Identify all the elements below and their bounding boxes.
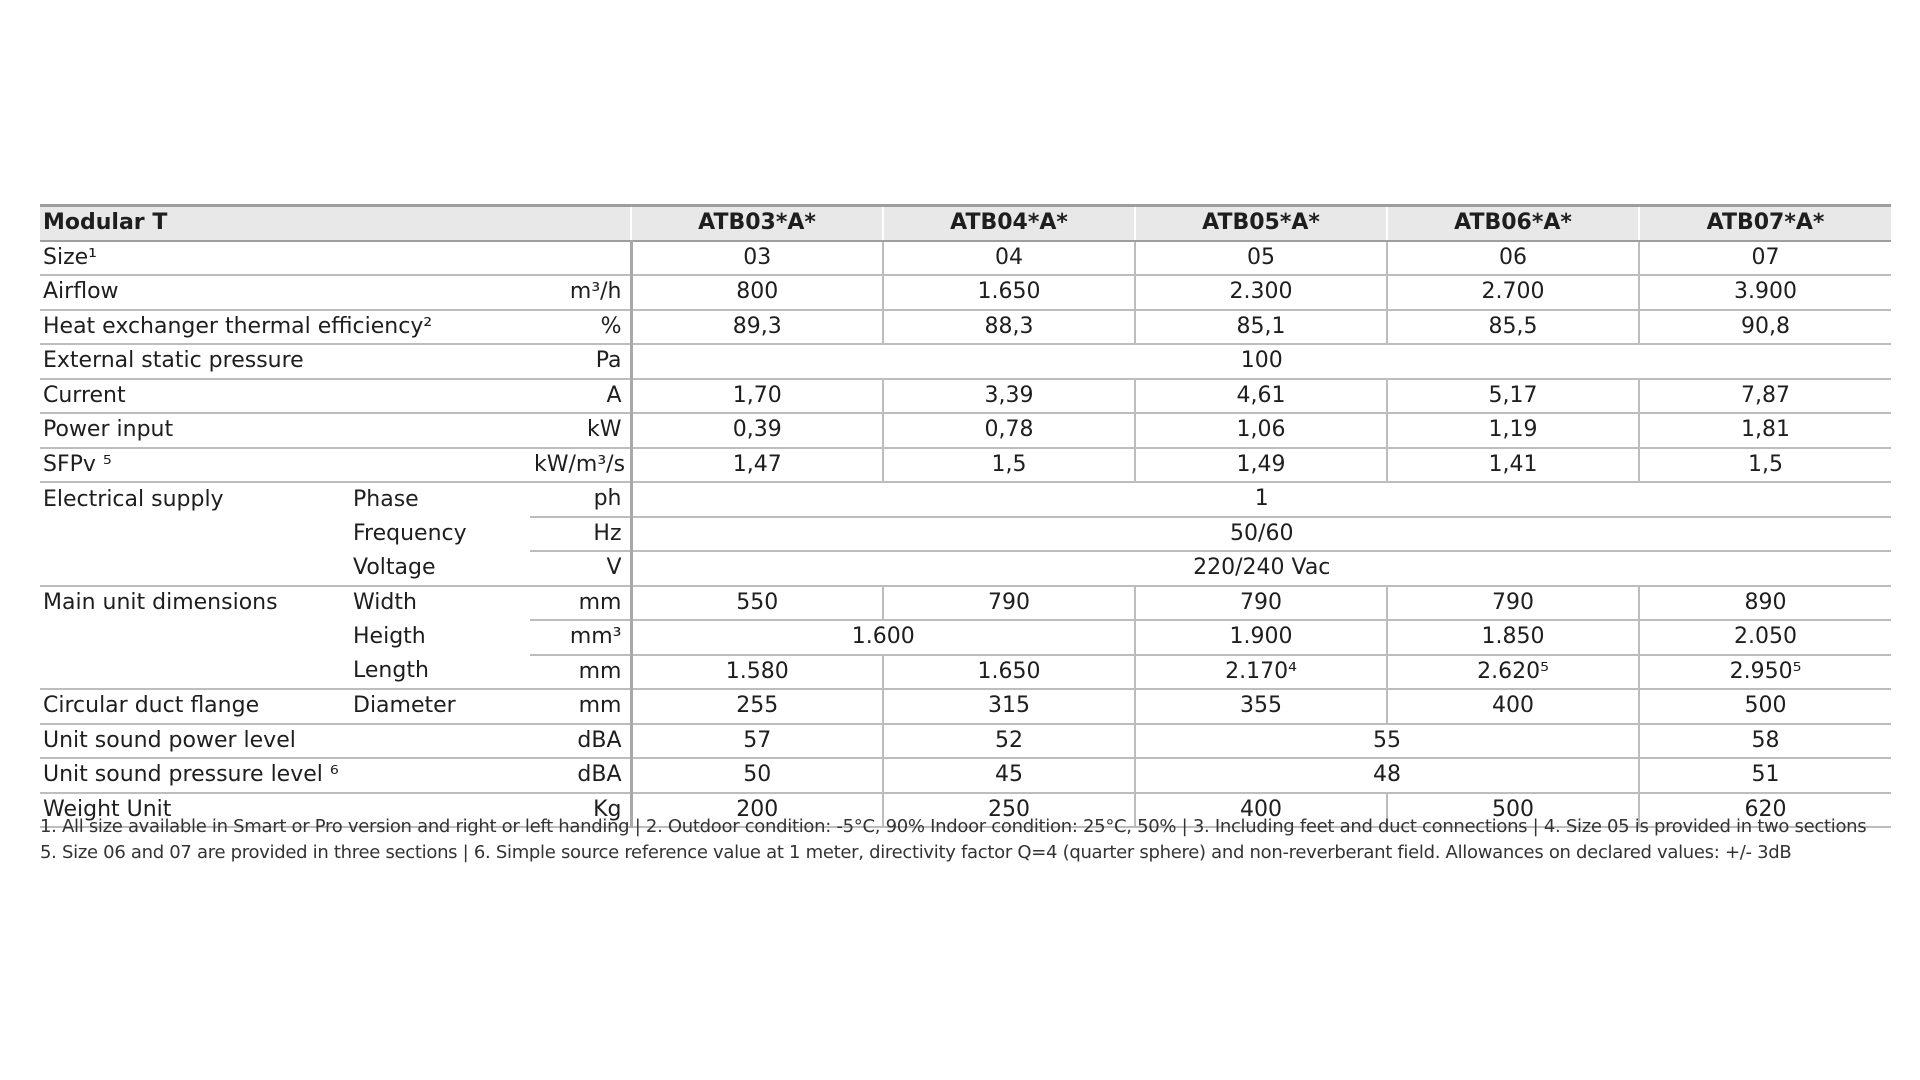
row-sublabel: Width	[353, 590, 417, 616]
cell-value: 1.900	[1135, 620, 1387, 655]
row-unit: dBA	[530, 724, 631, 759]
cell-value: 58	[1639, 724, 1891, 759]
cell-value: 2.700	[1387, 275, 1639, 310]
cell-value: 890	[1639, 586, 1891, 621]
footnote-line: 1. All size available in Smart or Pro version and right or left handing | 2. Outdoor condition: -5°C, 90% Indoor condition: 25°C, 50% | 3. Including feet and duct connections | 4. Size 05 is provided in two sections	[40, 816, 1867, 837]
cell-value: 200	[631, 793, 883, 828]
row-unit: m³/h	[530, 275, 631, 310]
row-label: Airflow	[40, 275, 530, 310]
row-unit: Hz	[530, 517, 631, 552]
row-size	[40, 241, 1891, 276]
row-unit: mm	[530, 689, 631, 724]
row-electrical-voltage	[40, 551, 1891, 586]
row-unit: mm	[530, 655, 631, 690]
row-power-input	[40, 413, 1891, 448]
group-spacer	[40, 620, 350, 655]
cell-value: 05	[1135, 241, 1387, 276]
cell-value: 1,5	[883, 448, 1135, 483]
row-electrical-phase	[40, 482, 1891, 517]
row-external-static-pressure	[40, 344, 1891, 379]
cell-value: 2.170⁴	[1135, 655, 1387, 690]
row-label: Unit sound pressure level ⁶	[40, 758, 530, 793]
cell-value: 620	[1639, 793, 1891, 828]
row-electrical-frequency	[40, 517, 1891, 552]
cell-value: 1.850	[1387, 620, 1639, 655]
group-spacer	[40, 655, 350, 690]
group-spacer	[40, 551, 350, 586]
cell-value: 1,81	[1639, 413, 1891, 448]
model-header: ATB03*A*	[631, 206, 883, 241]
header-row	[40, 206, 1891, 241]
row-unit: ph	[530, 482, 631, 517]
row-sound-pressure	[40, 758, 1891, 793]
row-duct-flange	[40, 689, 1891, 724]
cell-value: 07	[1639, 241, 1891, 276]
row-label: Heat exchanger thermal efficiency²	[40, 310, 530, 345]
cell-value-merged: 220/240 Vac	[631, 551, 1891, 586]
cell-value: 1,19	[1387, 413, 1639, 448]
row-airflow	[40, 275, 1891, 310]
cell-value: 1,41	[1387, 448, 1639, 483]
cell-value: 51	[1639, 758, 1891, 793]
row-sublabel: Diameter	[350, 689, 530, 724]
model-header: ATB07*A*	[1639, 206, 1891, 241]
spec-sheet	[40, 204, 1891, 828]
cell-value: 255	[631, 689, 883, 724]
row-unit	[530, 241, 631, 276]
row-sfpv	[40, 448, 1891, 483]
row-sublabel: Length	[350, 655, 530, 690]
footnotes	[40, 814, 1920, 866]
cell-value-merged: 100	[631, 344, 1891, 379]
row-sublabel: Heigth	[353, 624, 426, 650]
row-label: Unit sound power level	[40, 724, 530, 759]
row-label: Power input	[40, 413, 530, 448]
row-label: Weight Unit	[40, 793, 530, 828]
cell-value: 3,39	[883, 379, 1135, 414]
row-sublabel: Phase	[353, 486, 419, 512]
row-label: Size¹	[40, 241, 530, 276]
cell-value-merged: 1.600	[631, 620, 1135, 655]
group-spacer	[40, 517, 350, 552]
row-heat-exchanger-efficiency	[40, 310, 1891, 345]
row-label: SFPv ⁵	[40, 448, 530, 483]
row-unit: mm	[530, 586, 631, 621]
cell-value-merged: 1	[631, 482, 1891, 517]
model-header: ATB04*A*	[883, 206, 1135, 241]
cell-value: 57	[631, 724, 883, 759]
cell-value: 1,06	[1135, 413, 1387, 448]
group-label: Main unit dimensions	[43, 590, 278, 616]
cell-value-merged: 48	[1135, 758, 1639, 793]
cell-value: 1.580	[631, 655, 883, 690]
cell-value: 800	[631, 275, 883, 310]
row-sublabel: Voltage	[350, 551, 530, 586]
cell-value: 250	[883, 793, 1135, 828]
cell-value: 45	[883, 758, 1135, 793]
cell-value: 7,87	[1639, 379, 1891, 414]
row-dimensions-width	[40, 586, 1891, 621]
row-unit: A	[530, 379, 631, 414]
row-label: External static pressure	[40, 344, 530, 379]
cell-value: 0,39	[631, 413, 883, 448]
cell-value: 2.950⁵	[1639, 655, 1891, 690]
row-unit: Pa	[530, 344, 631, 379]
cell-value: 790	[1135, 586, 1387, 621]
cell-value: 1,70	[631, 379, 883, 414]
cell-value: 90,8	[1639, 310, 1891, 345]
row-unit: Kg	[530, 793, 631, 828]
cell-value-merged: 55	[1135, 724, 1639, 759]
row-unit: kW/m³/s	[530, 448, 631, 483]
cell-value: 06	[1387, 241, 1639, 276]
row-sound-power	[40, 724, 1891, 759]
cell-value: 500	[1387, 793, 1639, 828]
cell-value: 3.900	[1639, 275, 1891, 310]
cell-value: 4,61	[1135, 379, 1387, 414]
row-unit: V	[530, 551, 631, 586]
cell-value: 04	[883, 241, 1135, 276]
cell-value: 400	[1135, 793, 1387, 828]
cell-value: 500	[1639, 689, 1891, 724]
model-header: ATB05*A*	[1135, 206, 1387, 241]
cell-value: 52	[883, 724, 1135, 759]
cell-value: 1.650	[883, 655, 1135, 690]
row-sublabel: Frequency	[353, 520, 467, 546]
cell-value: 89,3	[631, 310, 883, 345]
cell-value: 790	[1387, 586, 1639, 621]
cell-value: 03	[631, 241, 883, 276]
row-dimensions-height	[40, 620, 1891, 655]
table-title: Modular T	[40, 206, 631, 241]
cell-value: 85,5	[1387, 310, 1639, 345]
row-label: Circular duct flange	[40, 689, 350, 724]
cell-value: 2.300	[1135, 275, 1387, 310]
row-current	[40, 379, 1891, 414]
row-unit: mm³	[530, 620, 631, 655]
row-label: Current	[40, 379, 530, 414]
model-header: ATB06*A*	[1387, 206, 1639, 241]
row-dimensions-length	[40, 655, 1891, 690]
cell-value: 88,3	[883, 310, 1135, 345]
cell-value: 1,47	[631, 448, 883, 483]
row-unit: kW	[530, 413, 631, 448]
cell-value: 50	[631, 758, 883, 793]
cell-value-merged: 50/60	[631, 517, 1891, 552]
cell-value: 2.050	[1639, 620, 1891, 655]
cell-value: 85,1	[1135, 310, 1387, 345]
row-unit: %	[530, 310, 631, 345]
cell-value: 550	[631, 586, 883, 621]
cell-value: 400	[1387, 689, 1639, 724]
cell-value: 1.650	[883, 275, 1135, 310]
cell-value: 1,5	[1639, 448, 1891, 483]
group-label: Electrical supply	[43, 486, 224, 512]
cell-value: 2.620⁵	[1387, 655, 1639, 690]
row-unit: dBA	[530, 758, 631, 793]
spec-table	[40, 204, 1891, 828]
cell-value: 1,49	[1135, 448, 1387, 483]
cell-value: 0,78	[883, 413, 1135, 448]
footnote-line: 5. Size 06 and 07 are provided in three sections | 6. Simple source reference value at 1 meter, directivity factor Q=4 (quarter sphere) and non-reverberant field. Allowances on declared values: +/- 3dB	[40, 842, 1792, 863]
cell-value: 315	[883, 689, 1135, 724]
cell-value: 5,17	[1387, 379, 1639, 414]
cell-value: 790	[883, 586, 1135, 621]
cell-value: 355	[1135, 689, 1387, 724]
